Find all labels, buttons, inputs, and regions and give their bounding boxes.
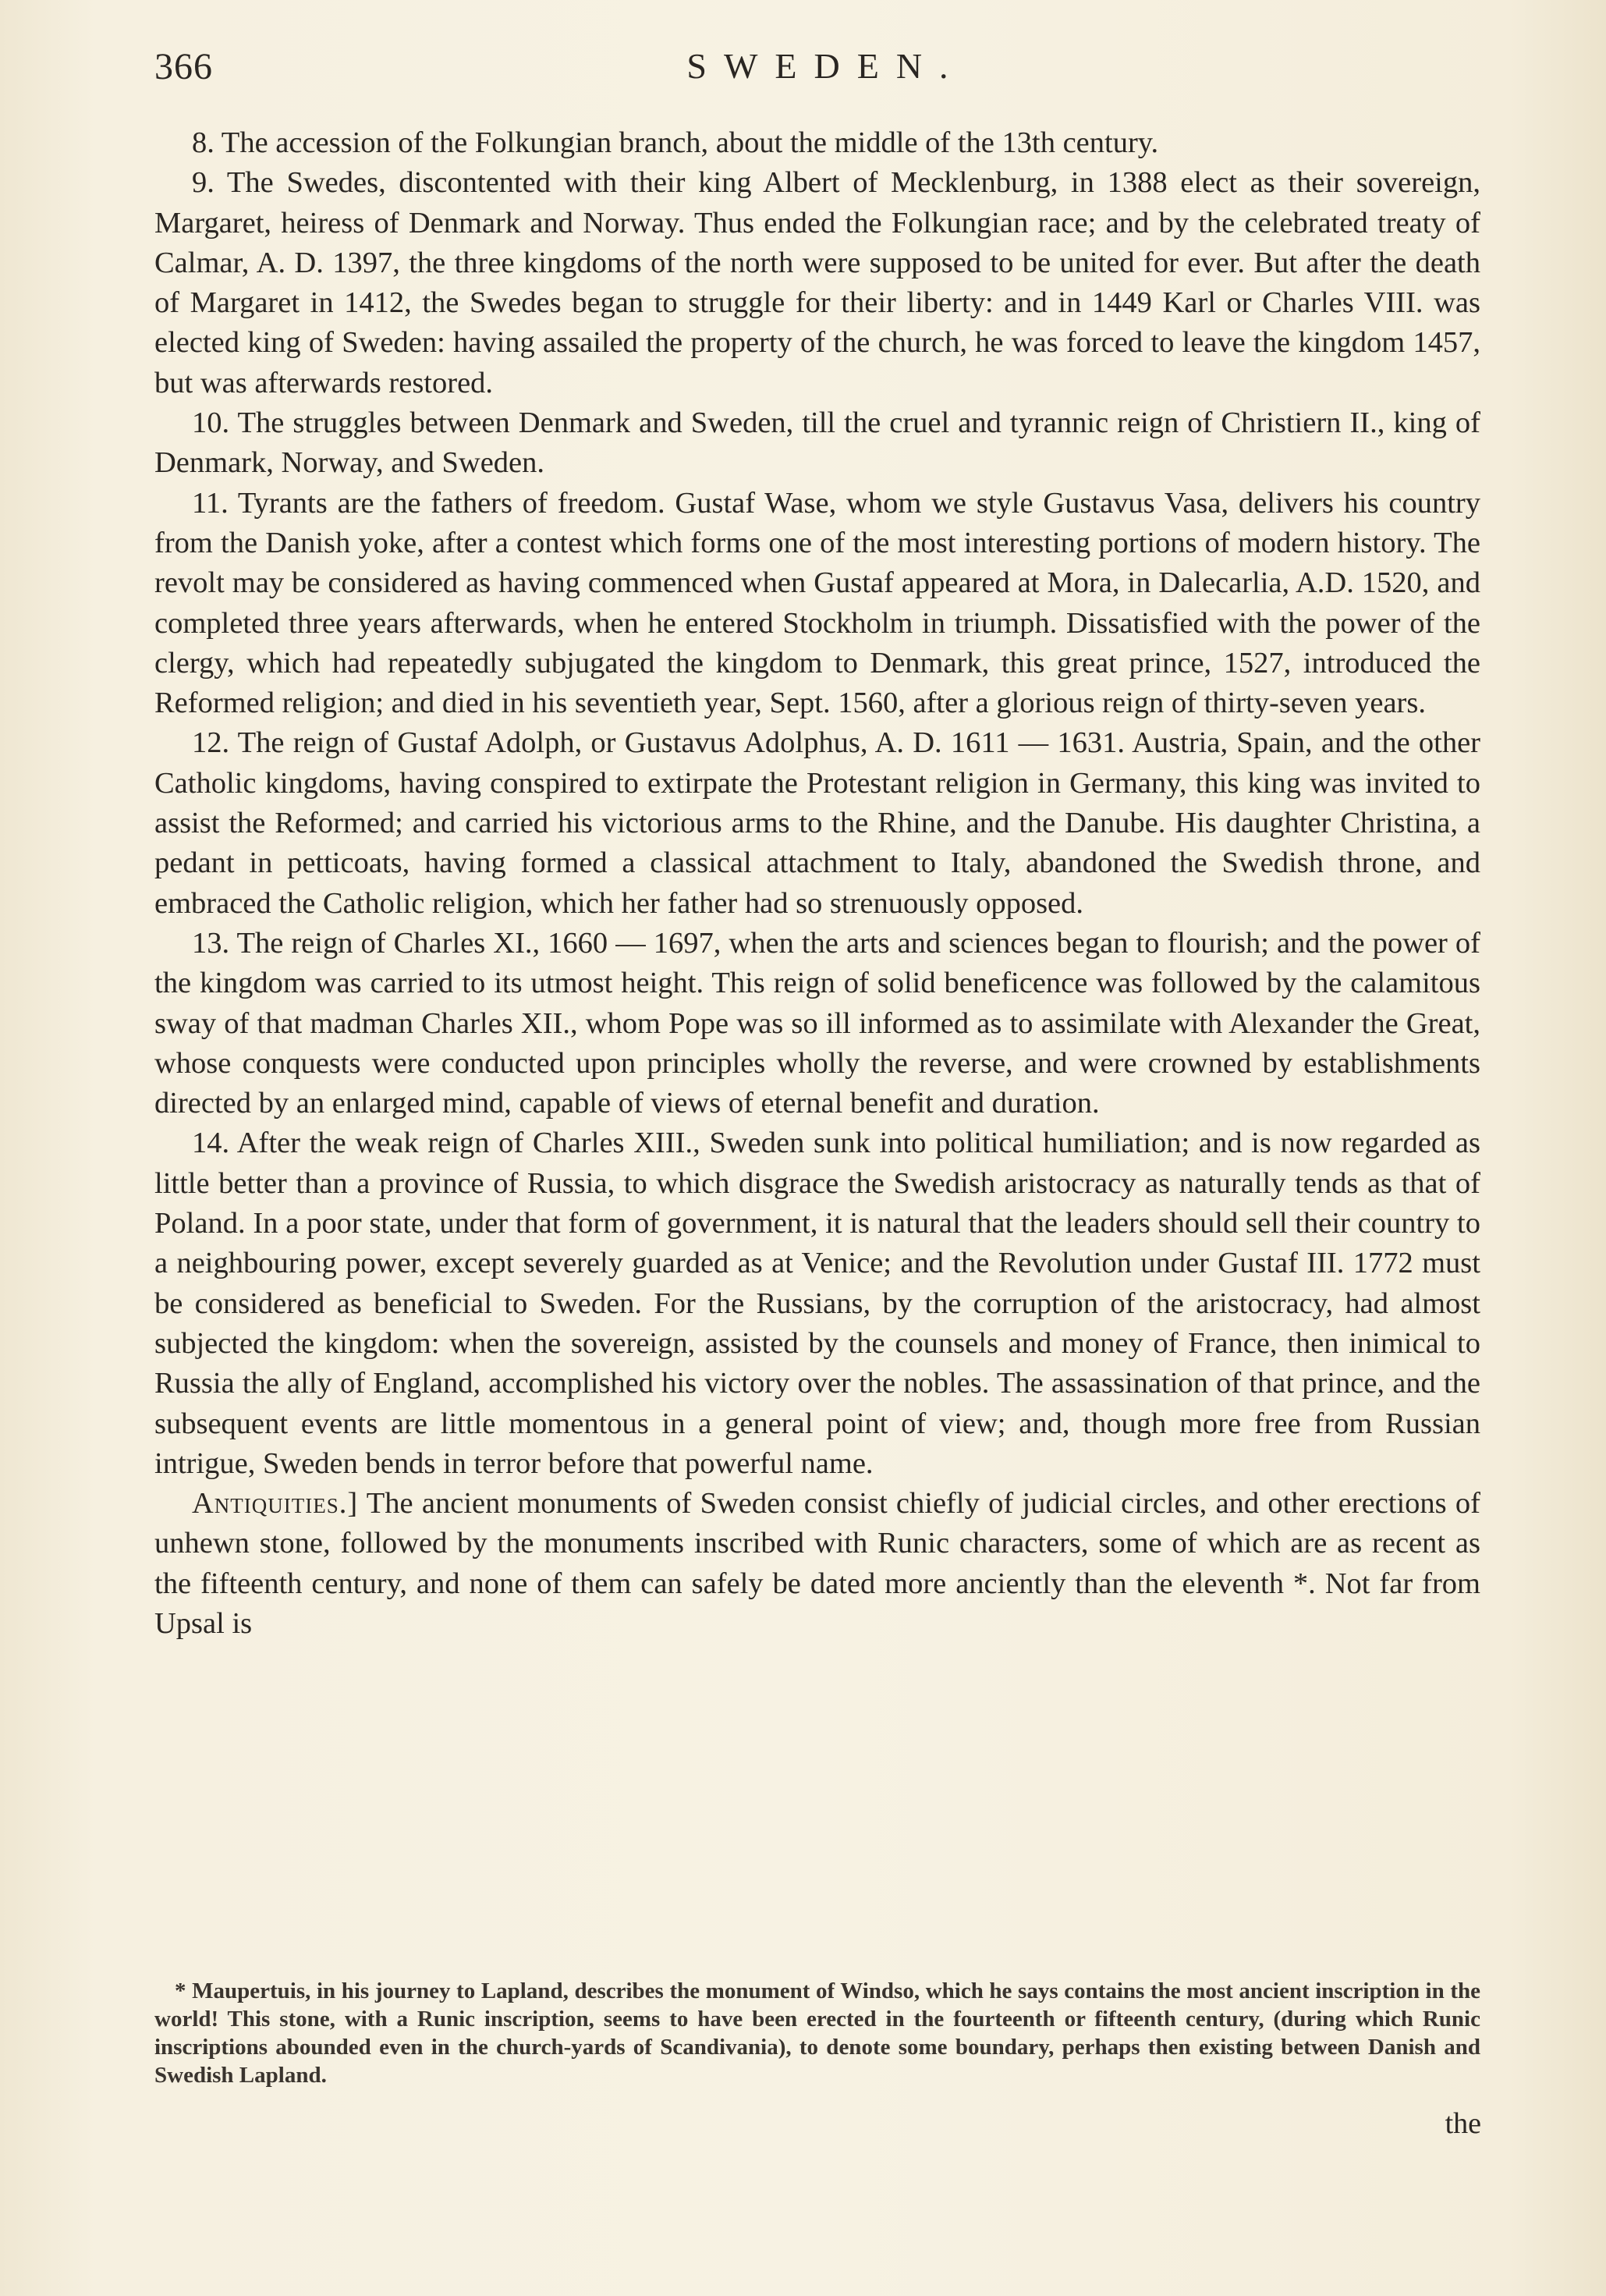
- paragraph-14: 14. After the weak reign of Charles XIII., Sweden sunk into political humiliation; and is now regarded as little better than a province of Russia, to which disgrace the Swedish aristocracy as naturally tends as that of Poland. In a poor state, under that form of government, it is natural that the leaders should sell their country to a neighbouring power, except severely guarded as at Venice; and the Revolution under Gustaf III. 1772 must be considered as beneficial to Sweden. For the Russians, by the corruption of the aristocracy, had almost subjected the kingdom: when the sovereign, assisted by the counsels and money of France, then inimical to Russia the ally of England, accomplished his victory over the nobles. The assassination of that prince, and the subsequent events are little momentous in a general point of view; and, though more free from Russian intrigue, Sweden bends in terror before that powerful name.: [154, 1127, 1480, 1480]
- paragraph-13: 13. The reign of Charles XI., 1660 — 1697, when the arts and sciences began to flourish; and the power of the kingdom was carried to its utmost height. This reign of solid beneficence was followed by the calamitous sway of that madman Charles XII., whom Pope was so ill informed as to assimilate with Alexander the Great, whose conquests were conducted upon principles wholly the reverse, and were crowned by establishments directed by an enlarged mind, capable of views of eternal benefit and duration.: [154, 926, 1480, 1120]
- footnote: [154, 1977, 1480, 2089]
- body-text: [154, 123, 1480, 1644]
- paragraph-12: 12. The reign of Gustaf Adolph, or Gustavus Adolphus, A. D. 1611 — 1631. Austria, Spain, and the other Catholic kingdoms, having conspired to extirpate the Protestant religion in Germany, this king was invited to assist the Reformed; and carried his victorious arms to the Rhine, and the Danube. His daughter Christina, a pedant in petticoats, having formed a classical attachment to Italy, abandoned the Swedish throne, and embraced the Catholic religion, which her father had so strenuously opposed.: [154, 726, 1480, 920]
- paragraph-8: 8. The accession of the Folkungian branch, about the middle of the 13th century.: [192, 126, 1159, 159]
- antiquities-heading: Antiquities.]: [192, 1487, 359, 1521]
- paragraph-9: 9. The Swedes, discontented with their king Albert of Mecklenburg, in 1388 elect as their sovereign, Margaret, heiress of Denmark and Norway. Thus ended the Folkungian race; and by the celebrated treaty of Calmar, A. D. 1397, the three kingdoms of the north were supposed to be united for ever. But after the death of Margaret in 1412, the Swedes began to struggle for their liberty: and in 1449 Karl or Charles VIII. was elected king of Sweden: having assailed the property of the church, he was forced to leave the kingdom 1457, but was afterwards restored.: [154, 166, 1480, 399]
- page-header: [154, 45, 1480, 92]
- running-title: SWEDEN.: [686, 46, 966, 86]
- footnote-text: * Maupertuis, in his journey to Lapland, describes the monument of Windso, which he says contains the most ancient inscription in the world! This stone, with a Runic inscription, seems to have been erected in the fourteenth or fifteenth century, (during which Runic inscriptions abounded even in the church-yards of Scandivania), to denote some boundary, perhaps then existing between Danish and Swedish Lapland.: [154, 1978, 1480, 2088]
- catchword: the: [1445, 2107, 1481, 2140]
- antiquities-text: The ancient monuments of Sweden consist chiefly of judicial circles, and other erections of unhewn stone, followed by the monuments inscribed with Runic characters, some of which are as recent as the fifteenth century, and none of them can safely be dated more anciently than the eleventh *. Not far from Upsal is: [154, 1487, 1480, 1640]
- page-number: 366: [154, 46, 213, 87]
- paragraph-antiquities: [154, 1484, 1480, 1644]
- paragraph-10: 10. The struggles between Denmark and Sweden, till the cruel and tyrannic reign of Christiern II., king of Denmark, Norway, and Sweden.: [154, 406, 1480, 480]
- paragraph-11: 11. Tyrants are the fathers of freedom. Gustaf Wase, whom we style Gustavus Vasa, delivers his country from the Danish yoke, after a contest which forms one of the most interesting portions of modern history. The revolt may be considered as having commenced when Gustaf appeared at Mora, in Dalecarlia, A.D. 1520, and completed three years afterwards, when he entered Stockholm in triumph. Dissatisfied with the power of the clergy, which had repeatedly subjugated the kingdom to Denmark, this great prince, 1527, introduced the Reformed religion; and died in his seventieth year, Sept. 1560, after a glorious reign of thirty-seven years.: [154, 486, 1480, 720]
